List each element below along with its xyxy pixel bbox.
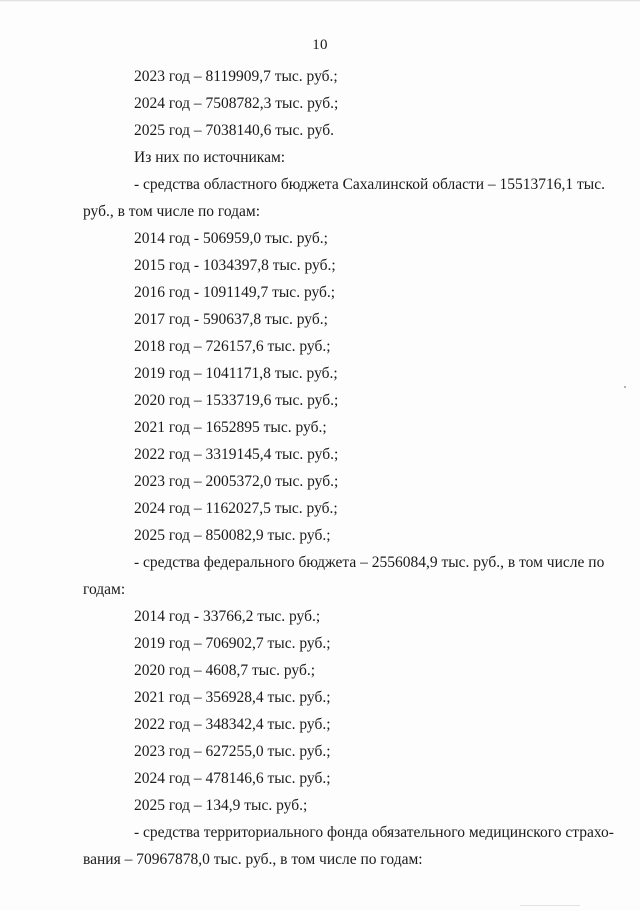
text-line: 2021 год – 1652895 тыс. руб.; <box>134 419 327 436</box>
scan-speck <box>624 386 626 388</box>
page-number: 10 <box>312 37 328 53</box>
text-line: 2015 год - 1034397,8 тыс. руб.; <box>134 257 336 274</box>
text-line: - средства областного бюджета Сахалинской области – 15513716,1 тыс. <box>134 176 605 193</box>
text-line: 2017 год - 590637,8 тыс. руб.; <box>134 311 328 328</box>
scan-speck <box>520 905 580 906</box>
text-line: - средства территориального фонда обязательного медицинского страхо- <box>134 824 614 841</box>
text-line: 2019 год – 1041171,8 тыс. руб.; <box>134 365 338 382</box>
text-line: 2023 год – 2005372,0 тыс. руб.; <box>134 473 339 490</box>
text-line: 2014 год - 33766,2 тыс. руб.; <box>134 608 321 625</box>
text-line: годам: <box>83 581 126 598</box>
text-line: - средства федерального бюджета – 2556084,9 тыс. руб., в том числе по <box>134 554 605 571</box>
text-line: Из них по источникам: <box>134 149 286 166</box>
text-line: вания – 70967878,0 тыс. руб., в том числе по годам: <box>83 851 423 868</box>
text-line: 2025 год – 7038140,6 тыс. руб. <box>134 122 334 139</box>
text-line: 2024 год – 7508782,3 тыс. руб.; <box>134 95 339 112</box>
text-line: 2020 год – 1533719,6 тыс. руб.; <box>134 392 339 409</box>
text-line: 2024 год – 1162027,5 тыс. руб.; <box>134 500 338 517</box>
text-line: 2025 год – 134,9 тыс. руб.; <box>134 797 308 814</box>
text-line: 2018 год – 726157,6 тыс. руб.; <box>134 338 331 355</box>
text-line: руб., в том числе по годам: <box>83 203 261 220</box>
text-line: 2019 год – 706902,7 тыс. руб.; <box>134 635 331 652</box>
scan-edge <box>0 0 640 2</box>
text-line: 2020 год – 4608,7 тыс. руб.; <box>134 662 316 679</box>
text-line: 2022 год – 348342,4 тыс. руб.; <box>134 716 331 733</box>
text-line: 2024 год – 478146,6 тыс. руб.; <box>134 770 331 787</box>
text-line: 2014 год - 506959,0 тыс. руб.; <box>134 230 328 247</box>
text-line: 2025 год – 850082,9 тыс. руб.; <box>134 527 331 544</box>
text-line: 2023 год – 627255,0 тыс. руб.; <box>134 743 331 760</box>
text-line: 2016 год - 1091149,7 тыс. руб.; <box>134 284 336 301</box>
text-line: 2021 год – 356928,4 тыс. руб.; <box>134 689 331 706</box>
text-line: 2023 год – 8119909,7 тыс. руб.; <box>134 68 338 85</box>
text-line: 2022 год – 3319145,4 тыс. руб.; <box>134 446 339 463</box>
